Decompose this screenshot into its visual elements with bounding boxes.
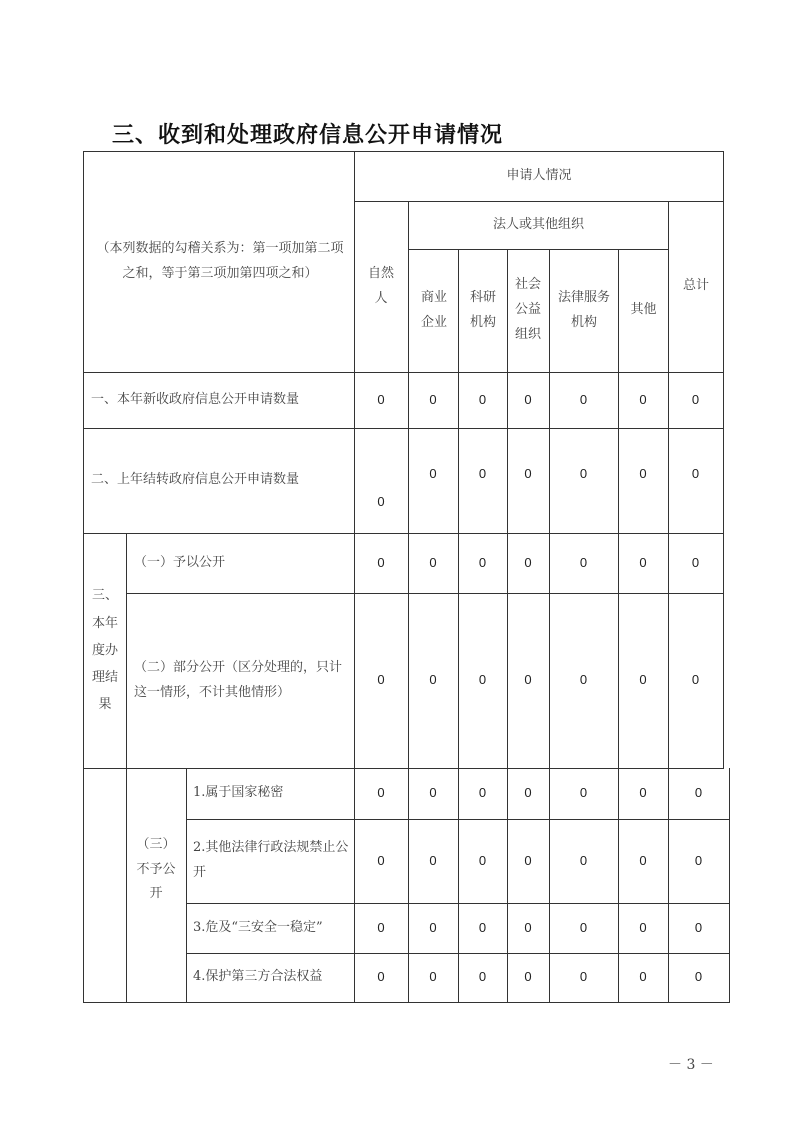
value-third-party-2: 0 — [478, 969, 487, 985]
value-new-requests-5: 0 — [639, 391, 647, 407]
value-three-security-6: 0 — [694, 919, 703, 935]
row-label-carried-over: 二、上年结转政府信息公开申请数量 — [91, 472, 300, 488]
value-three-security-0: 0 — [377, 919, 385, 935]
value-disclosed-2: 0 — [478, 554, 487, 570]
header-business: 商业企业 — [420, 289, 447, 330]
value-new-requests-6: 0 — [691, 391, 700, 407]
value-third-party-1: 0 — [429, 969, 437, 985]
value-three-security-5: 0 — [639, 919, 647, 935]
header-welfare: 社会公益组织 — [514, 277, 541, 342]
value-disclosed-4: 0 — [579, 554, 588, 570]
row-label-three-security: 3.危及“三安全一稳定” — [193, 919, 323, 935]
row-label-state-secret: 1.属于国家秘密 — [193, 785, 284, 801]
header-other: 其他 — [630, 302, 657, 318]
header-law-service: 法律服务机构 — [558, 289, 611, 330]
value-new-requests-4: 0 — [579, 391, 588, 407]
value-disclosed-5: 0 — [639, 554, 647, 570]
row-label-law-prohibited: 2.其他法律行政法规禁止公开 — [193, 840, 349, 880]
section-title: 三、收到和处理政府信息公开申请情况 — [112, 123, 504, 148]
value-state-secret-3: 0 — [524, 785, 532, 801]
value-three-security-3: 0 — [524, 919, 532, 935]
value-three-security-4: 0 — [579, 919, 588, 935]
value-carried-over-1: 0 — [429, 465, 437, 481]
value-partial-4: 0 — [579, 672, 588, 688]
value-law-prohibited-5: 0 — [639, 852, 647, 868]
value-new-requests-2: 0 — [478, 391, 487, 407]
value-law-prohibited-2: 0 — [478, 852, 487, 868]
value-carried-over-5: 0 — [639, 465, 647, 481]
value-third-party-0: 0 — [377, 969, 385, 985]
value-state-secret-4: 0 — [579, 785, 588, 801]
value-carried-over-2: 0 — [478, 465, 487, 481]
value-carried-over-4: 0 — [579, 465, 588, 481]
value-partial-0: 0 — [377, 672, 385, 688]
row-label-partial: （二）部分公开（区分处理的，只计这一情形，不计其他情形） — [134, 659, 343, 700]
value-disclosed-0: 0 — [377, 554, 385, 570]
row-label-results-group: 三、本年度办理结果 — [91, 588, 118, 713]
value-partial-5: 0 — [639, 672, 647, 688]
row-label-third-party: 4.保护第三方合法权益 — [193, 969, 323, 985]
page-number: － 3 － — [668, 1057, 714, 1073]
value-state-secret-2: 0 — [478, 785, 487, 801]
header-total: 总计 — [682, 278, 709, 294]
value-state-secret-6: 0 — [694, 785, 703, 801]
value-partial-6: 0 — [691, 672, 700, 688]
value-disclosed-3: 0 — [524, 554, 532, 570]
value-carried-over-6: 0 — [691, 465, 700, 481]
value-carried-over-0: 0 — [377, 493, 385, 509]
value-state-secret-5: 0 — [639, 785, 647, 801]
value-law-prohibited-0: 0 — [377, 852, 385, 868]
value-three-security-2: 0 — [478, 919, 487, 935]
value-new-requests-3: 0 — [524, 391, 532, 407]
value-new-requests-0: 0 — [377, 391, 385, 407]
header-legal-entity: 法人或其他组织 — [492, 216, 584, 232]
value-partial-3: 0 — [524, 672, 532, 688]
value-law-prohibited-6: 0 — [694, 852, 703, 868]
value-disclosed-1: 0 — [429, 554, 437, 570]
header-note: （本列数据的勾稽关系为：第一项加第二项之和，等于第三项加第四项之和） — [96, 240, 344, 281]
value-third-party-4: 0 — [579, 969, 588, 985]
value-third-party-6: 0 — [694, 969, 703, 985]
header-natural-person: 自然人 — [367, 265, 394, 306]
value-partial-1: 0 — [429, 672, 437, 688]
value-third-party-5: 0 — [639, 969, 647, 985]
value-three-security-1: 0 — [429, 919, 437, 935]
value-third-party-3: 0 — [524, 969, 532, 985]
value-law-prohibited-3: 0 — [524, 852, 532, 868]
row-label-not-disclosed-group: （三）不予公开 — [136, 836, 176, 902]
row-label-new-requests: 一、本年新收政府信息公开申请数量 — [91, 391, 300, 407]
value-law-prohibited-1: 0 — [429, 852, 437, 868]
value-state-secret-0: 0 — [377, 785, 385, 801]
header-research: 科研机构 — [469, 289, 496, 330]
value-disclosed-6: 0 — [691, 554, 700, 570]
value-law-prohibited-4: 0 — [579, 852, 588, 868]
value-state-secret-1: 0 — [429, 785, 437, 801]
header-applicant: 申请人情况 — [506, 167, 572, 183]
row-label-disclosed: （一）予以公开 — [134, 554, 226, 570]
value-new-requests-1: 0 — [429, 391, 437, 407]
value-partial-2: 0 — [478, 672, 487, 688]
value-carried-over-3: 0 — [524, 465, 532, 481]
